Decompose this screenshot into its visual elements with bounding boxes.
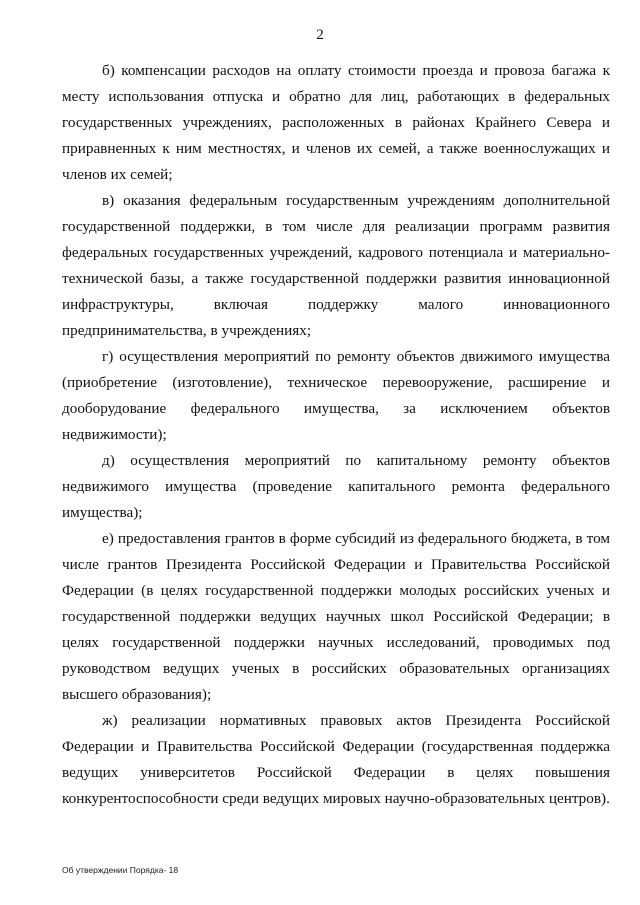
paragraph-e: е) предоставления грантов в форме субсидий из федерального бюджета, в том числе грантов Президента Российской Федерации и Правительства Российской Федерации (в целях государственной поддержки молодых российских ученых и государственной поддержки ведущих научных школ Российской Федерации; в целях государственной поддержки научных исследований, проводимых под руководством ведущих ученых в российских образовательных организациях высшего образования); [62,530,610,703]
paragraph-g: г) осуществления мероприятий по ремонту объектов движимого имущества (приобретение (изготовление), техническое перевооружение, расширение и дооборудование федерального имущества, за исключением объектов недвижимости); [62,348,610,443]
paragraph-b: б) компенсации расходов на оплату стоимости проезда и провоза багажа к месту использования отпуска и обратно для лиц, работающих в федеральных государственных учреждениях, расположенных в районах Крайнего Севера и приравненных к ним местностях, и членов их семей, а также военнослужащих и членов их семей; [62,62,610,183]
paragraph-d: д) осуществления мероприятий по капитальному ремонту объектов недвижимого имущества (проведение капитального ремонта федерального имущества); [62,452,610,521]
paragraph-zh: ж) реализации нормативных правовых актов Президента Российской Федерации и Правительства Российской Федерации (государственная поддержка ведущих университетов Российской Федерации в целях повышения конкурентоспособности среди ведущих мировых научно-образовательных центров). [62,712,610,807]
footer-reference: Об утверждении Порядка- 18 [62,865,179,875]
paragraph-v: в) оказания федеральным государственным учреждениям дополнительной государственной поддержки, в том числе для реализации программ развития федеральных государственных учреждений, кадрового потенциала и материально-технической базы, а также государственной поддержки развития инновационной инфраструктуры, включая поддержку малого инновационного предпринимательства, в учреждениях; [62,192,610,339]
page-number: 2 [316,27,324,43]
document-body [62,58,610,812]
